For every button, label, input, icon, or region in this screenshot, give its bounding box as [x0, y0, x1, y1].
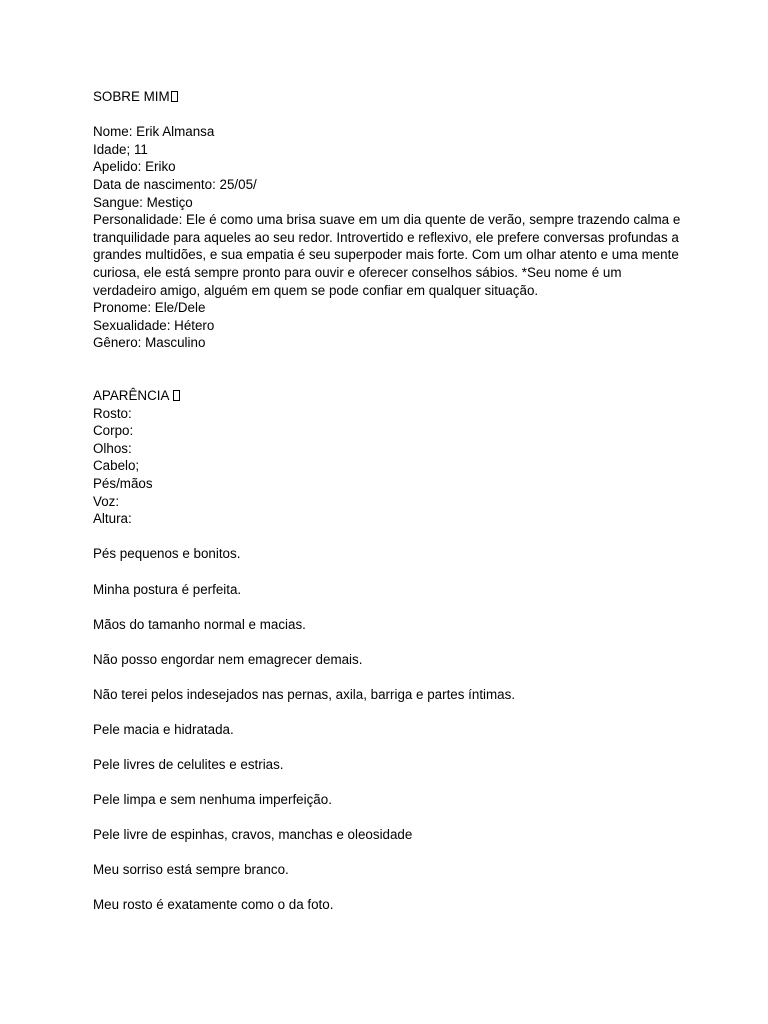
body-line: Corpo: — [93, 423, 134, 439]
statement-item: Minha postura é perfeita. — [93, 581, 242, 597]
statement-item: Meu sorriso está sempre branco. — [93, 862, 289, 878]
appearance-title — [93, 387, 683, 405]
statement-item: Pele livres de celulites e estrias. — [93, 757, 284, 772]
statements-list — [93, 545, 683, 914]
document-page — [93, 88, 683, 931]
pronoun-line: Pronome: Ele/Dele — [93, 300, 206, 316]
birth-line: Data de nascimento: 25/05/ — [93, 176, 257, 192]
about-title — [93, 88, 683, 106]
appearance-title-text: APARÊNCIA — [93, 388, 173, 404]
statement-item: Não terei pelos indesejados nas pernas, axila, barriga e partes íntimas. — [93, 686, 516, 702]
feet-hands-line: Pés/mãos — [93, 476, 153, 492]
statement-item: Pele livre de espinhas, cravos, manchas e oleosidade — [93, 827, 413, 843]
missing-glyph-icon — [171, 91, 178, 102]
statement-item: Não posso engordar nem emagrecer demais. — [93, 651, 363, 667]
statement-item: Pele limpa e sem nenhuma imperfeição. — [93, 792, 332, 808]
missing-glyph-icon — [173, 390, 180, 401]
statement-item: Pés pequenos e bonitos. — [93, 546, 241, 562]
voice-line: Voz: — [93, 493, 120, 509]
spacer — [93, 352, 683, 387]
personality-paragraph: Personalidade: Ele é como uma brisa suave em um dia quente de verão, sempre trazendo calma e tranquilidade para aqueles ao seu redor. Introvertido e reflexivo, ele prefere conversas profundas a grandes multidões, e sua empatia é seu superpoder mais forte. Com um olhar atento e uma mente curiosa, ele está sempre pronto para ouvir e oferecer conselhos sábios. *Seu nome é um verdadeiro amigo, alguém em quem se pode confiar em qualquer situação. — [93, 212, 681, 298]
statement-item: Mãos do tamanho normal e macias. — [93, 616, 306, 632]
spacer — [93, 528, 683, 546]
name-line: Nome: Erik Almansa — [93, 124, 215, 140]
face-line: Rosto: — [93, 405, 132, 421]
eyes-line: Olhos: — [93, 440, 132, 456]
spacer — [93, 106, 683, 124]
hair-line: Cabelo; — [93, 458, 140, 474]
height-line: Altura: — [93, 511, 132, 527]
nickname-line: Apelido: Eriko — [93, 159, 176, 175]
about-title-text: SOBRE MIM — [93, 89, 170, 104]
statement-item: Meu rosto é exatamente como o da foto. — [93, 897, 334, 913]
age-line: Idade; 11 — [93, 141, 148, 157]
sexuality-line: Sexualidade: Hétero — [93, 317, 215, 333]
statement-item: Pele macia e hidratada. — [93, 721, 234, 737]
gender-line: Gênero: Masculino — [93, 335, 206, 351]
blood-line: Sangue: Mestiço — [93, 194, 193, 210]
